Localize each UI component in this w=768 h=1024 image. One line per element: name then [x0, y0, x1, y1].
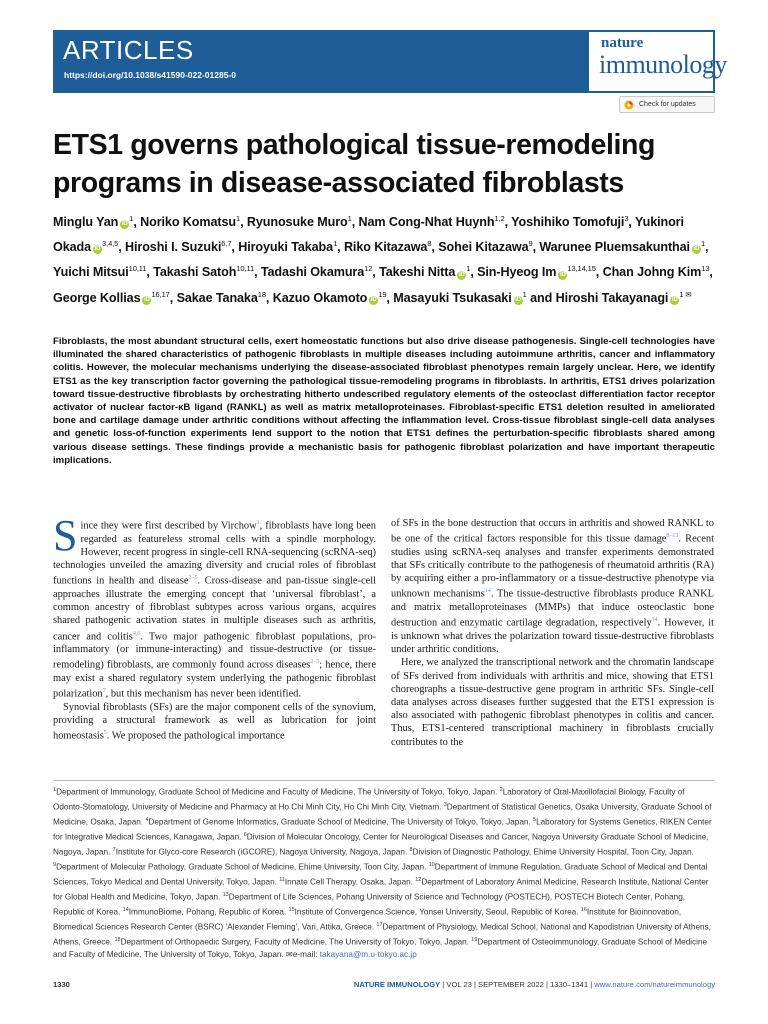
orcid-icon[interactable]: iD	[144, 296, 150, 303]
reference-link[interactable]: 5	[103, 730, 107, 737]
check-updates-icon	[624, 100, 634, 110]
reference-link[interactable]: 7	[102, 688, 106, 695]
logo-nature-text: nature	[601, 35, 644, 51]
journal-logo[interactable]	[588, 31, 727, 92]
reference-link[interactable]: 2–5	[188, 575, 198, 582]
drop-cap: S	[53, 511, 78, 560]
orcid-icon[interactable]: iD	[458, 271, 465, 278]
reference-link[interactable]: 14	[484, 588, 491, 595]
email-link[interactable]: takayana@m.u-tokyo.ac.jp	[319, 950, 417, 960]
orcid-icon[interactable]: iD	[671, 296, 678, 303]
body-column-right: of SFs in the bone destruction that occurs in arthritis and showed RANKL to be one of the critical factors responsible for this tissue damage$^{8-13}$. Recent studies using scRNA-seq analyses and transfer experiments demonstrated that SFs critically contribute to the pathogenesis of rheumatoid arthritis (RA) by acquiring either a pro-inflammatory or a tissue-destructive phenotype via unknown mechanisms$^{14}$. The tissue-destructive fibroblasts produce RANKL and matrix metalloproteinases (MMPs) that induce osteoclastic bone destruction and enzymatic cartilage degradation, respectively$^{14}$. However, it is unknown what drives the polarization toward tissue-destructive fibroblasts under arthritic conditions. Here, we analyzed the transcriptional network and the chromatin landscape of SFs derived from individuals with arthritis and mice, showing that ETS1 choreographs a tissue-destructive gene program in arthritic SFs. Single-cell data analyses across diseases further suggested that the ETS1 expression is also associated with pathogenic fibroblast phenotypes in colitis and cancer. Thus, ETS1-centered transcriptional machinery in fibroblasts crucially contributes to the	[391, 518, 715, 748]
section-label: ARTICLES	[63, 35, 194, 65]
author-list[interactable]: Minglu Yan $iD^1$, Noriko Komatsu$^1$, Ryunosuke Muro$^1$, Nam Cong-Nhat Huynh$^{1,2}$, Yoshihiko Tomofuji$^3$, Yukinori Okada iD$^{3,4,5}$, Hiroshi I. Suzuki$^{6,7}$, Hiroyuki Takaba$^1$, Riko Kitazawa$^8$, Sohei Kitazawa$^9$, Warunee Pluemsakunthai $iD^1$, Yuichi Mitsui$^{10,11}$, Takashi Satoh$^{10,11}$, Tadashi Okamura$^{12}$, Takeshi Nitta $iD^1$, Sin-Hyeog Im iD$^{13,14,15}$, Chan Johng Kim$^{13}$, George Kollias iD$^{16,17}$, Sakae Tanaka$^{18}$, Kazuo Okamoto $iD^{19}$, Masayuki Tsukasaki $iD^1$ and Hiroshi Takayanagi $iD^{1 ✉}$	[53, 214, 713, 305]
reference-link[interactable]: 1	[256, 520, 260, 526]
page-number: 1330	[53, 980, 70, 989]
body-column-left: Since they were first described by Virchow$^1$, fibroblasts have long been regarded as featureless stromal cells with a spindle morphology. However, recent progress in single-cell RNA-sequencing (scRNA-seq) technologies unveiled the amazing diversity and crucial roles of fibroblast functions in health and disease$^{2-5}$. Cross-disease and pan-tissue single-cell approaches illustrate the emerging concept that ‘universal fibroblast’, a common ancestry of fibroblast subtypes across various organs, acquires shared pathogenic activation states in multiple diseases such as arthritis, cancer and colitis$^{4,6}$. Two major pathogenic fibroblast populations, pro-inflammatory (or immune-interacting) and tissue-destructive (or tissue-remodeling) fibroblasts, are commonly found across diseases$^{2-5}$; hence, there may exist a shared regulatory system underlying the pathogenic fibroblast polarization$^7$, but this mechanism has never been identified. Synovial fibroblasts (SFs) are the major component cells of the synovium, providing a structural framework as well as lubrication for joint homeostasis$^5$. We proposed the pathological importance	[53, 511, 376, 742]
page-footer	[53, 980, 715, 992]
affiliations: $^1$Department of Immunology, Graduate School of Medicine and Faculty of Medicine, The University of Tokyo, Tokyo, Japan. $^2$Laboratory of Oral-Maxillofacial Biology, Faculty of Odonto-Stomatology, University of Medicine and Pharmacy at Ho Chi Minh City, Ho Chi Minh City, Vietnam. $^3$Department of Statistical Genetics, Osaka University, Graduate School of Medicine, Osaka, Japan. $^4$Department of Genome Informatics, Graduate School of Medicine, The University of Tokyo, Tokyo, Japan. $^5$Laboratory for Systems Genetics, RIKEN Center for Integrative Medical Sciences, Kanagawa, Japan. $^6$Division of Molecular Oncology, Center for Neurological Diseases and Cancer, Nagoya University Graduate School of Medicine, Nagoya, Japan. $^7$Institute for Glyco-core Research (iGCORE), Nagoya University, Nagoya, Japan. $^8$Division of Diagnostic Pathology, Ehime University Hospital, Toon City, Japan. $^9$Department of Molecular Pathology, Graduate School of Medicine, Ehime University, Toon City, Japan. $^{10}$Department of Immune Regulation, Graduate School of Medical and Dental Sciences, Tokyo Medical and Dental University, Tokyo, Japan. $^{11}$Innate Cell Therapy, Osaka, Japan. $^{12}$Department of Laboratory Animal Medicine, Research Institute, National Center for Global Health and Medicine, Tokyo, Japan. $^{13}$Department of Life Sciences, Pohang University of Science and Technology (POSTECH), POSTECH Biotech Center, Pohang, Republic of Korea. $^{14}$ImmunoBiome, Pohang, Republic of Korea. $^{15}$Institute of Convergence Science, Yonsei University, Seoul, Republic of Korea. $^{16}$Institute for Bioinnovation, Biomedical Sciences Research Center (BSRC) ‘Alexander Fleming’, Vari, Attika, Greece. $^{17}$Department of Physiology, Medical School, National and Kapodistrian University of Athens, Athens, Greece. $^{18}$Department of Orthopaedic Surgery, Faculty of Medicine, The University of Tokyo, Tokyo, Japan. $^{19}$Department of Osteoimmunology, Graduate School of Medicine and Faculty of Medicine, The University of Tokyo, Tokyo, Japan. ✉e-mail: takayana@m.u-tokyo.ac.jp	[53, 787, 712, 960]
reference-link[interactable]: 14	[651, 617, 658, 624]
article-title: ETS1 governs pathological tissue-remodeling programs in disease-associated fibroblasts	[53, 129, 656, 199]
orcid-icon[interactable]: iD	[693, 246, 700, 253]
orcid-icon[interactable]: iD	[559, 271, 566, 278]
issue-info: | VOL 23 | SEPTEMBER 2022 | 1330–1341 |	[440, 980, 595, 989]
reference-link[interactable]: 2–5	[310, 659, 320, 666]
reference-link[interactable]: 8–13	[666, 533, 679, 540]
orcid-icon[interactable]: iD	[515, 296, 522, 303]
journal-citation	[354, 980, 715, 989]
journal-url[interactable]: www.nature.com/natureimmunology	[594, 980, 715, 989]
articles-banner	[53, 30, 727, 93]
footnote-divider	[53, 780, 715, 781]
logo-immunology-text: immunology	[599, 50, 727, 79]
orcid-icon[interactable]: iD	[121, 221, 128, 228]
orcid-icon[interactable]: iD	[370, 296, 377, 303]
orcid-icon[interactable]: iD	[94, 246, 101, 253]
abstract: Fibroblasts, the most abundant structural cells, exert homeostatic functions but also drive disease pathogenesis. Single-cell technologies have illuminated the shared characteristics of pathogenic fibroblasts in multiple diseases including autoimmune arthritis, cancer and inflammatory colitis. However, the molecular mechanisms underlying the disease-associated fibroblast phenotypes remain largely unclear. Here, we identify ETS1 as the key transcription factor governing the pathological tissue-remodeling programs in fibroblasts. In arthritis, ETS1 drives polarization toward tissue-destructive fibroblasts by orchestrating hitherto undescribed regulatory elements of the osteoclast differentiation factor receptor activator of nuclear factor-κB ligand (RANKL) as well as matrix metalloproteinases. Fibroblast-specific ETS1 deletion resulted in ameliorated bone and cartilage damage under arthritic conditions without affecting the inflammation level. Cross-tissue fibroblast single-cell data analyses and genetic loss-of-function experiments lend support to the notion that ETS1 defines the perturbation-specific fibroblasts shared among various disease settings. These findings provide a mechanistic basis for pathogenic fibroblast polarization and have important therapeutic implications.	[53, 336, 715, 466]
check-updates-label: Check for updates	[639, 101, 696, 108]
doi-link[interactable]: https://doi.org/10.1038/s41590-022-01285-0	[64, 70, 236, 80]
journal-name: NATURE IMMUNOLOGY	[353, 980, 441, 989]
check-for-updates-button[interactable]	[619, 96, 715, 113]
reference-link[interactable]: 4,6	[132, 630, 141, 637]
